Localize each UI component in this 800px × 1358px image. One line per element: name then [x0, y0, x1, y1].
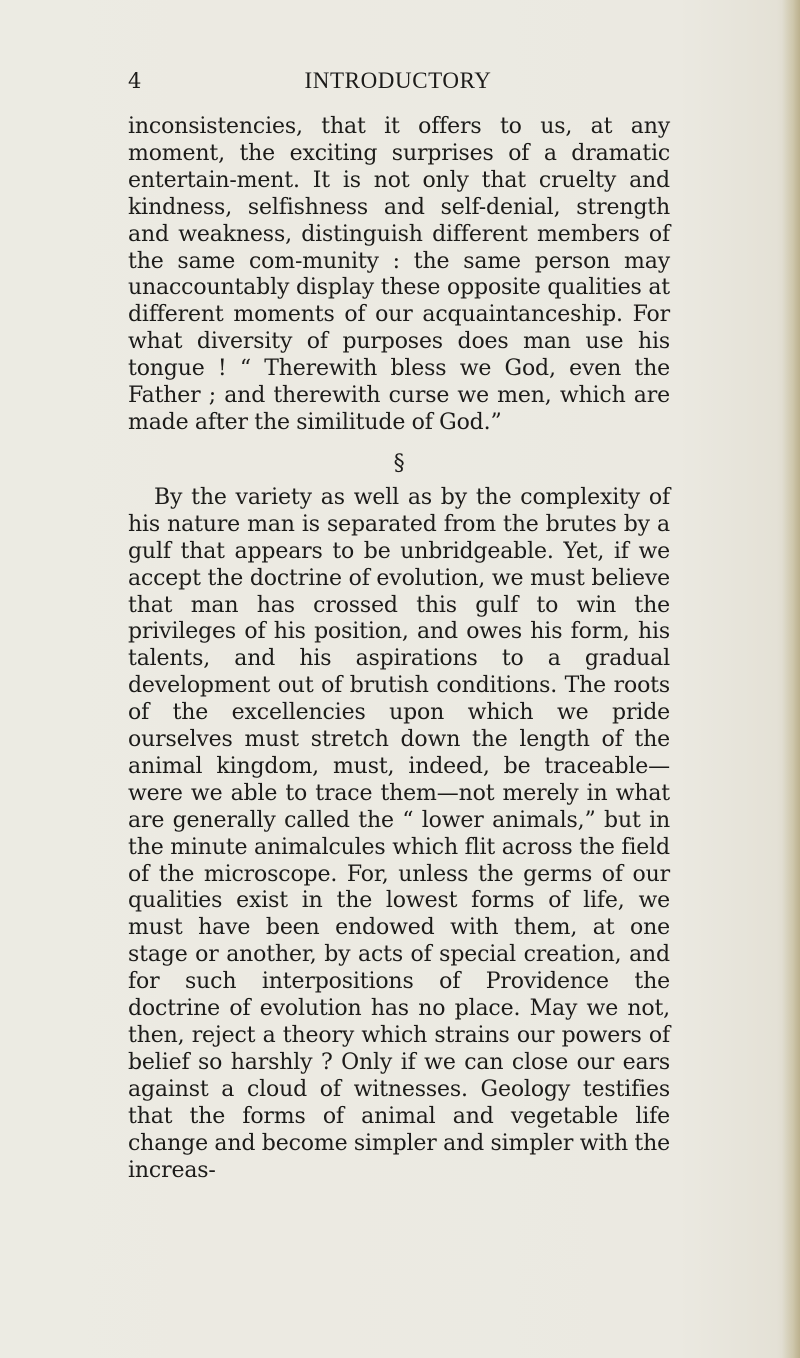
body-text — [128, 114, 670, 1184]
paragraph-1: inconsistencies, that it offers to us, at any moment, the exciting surprises of a dramatic entertain-ment. It is not only that cruelty and kindness, selfishness and self-denial, strength and weakness, distinguish different members of the same com-munity : the same person may unaccountably display these opposite qualities at different moments of our acquaintanceship. For what diversity of purposes does man use his tongue ! “ Therewith bless we God, even the Father ; and therewith curse we men, which are made after the similitude of God.” — [128, 114, 670, 435]
page-number: 4 — [128, 69, 142, 93]
page-edge-shadow — [782, 0, 800, 1358]
paragraph-2: By the variety as well as by the complexity of his nature man is separated from the brutes by a gulf that appears to be unbridgeable. Yet, if we accept the doctrine of evolution, we must believe that man has crossed this gulf to win the privileges of his position, and owes his form, his talents, and his aspirations to a gradual development out of brutish conditions. The roots of the excellencies upon which we pride ourselves must stretch down the length of the animal kingdom, must, indeed, be traceable—were we able to trace them—not merely in what are generally called the “ lower animals,” but in the minute animalcules which flit across the field of the microscope. For, unless the germs of our qualities exist in the lowest forms of life, we must have been endowed with them, at one stage or another, by acts of special creation, and for such interpositions of Providence the doctrine of evolution has no place. May we not, then, reject a theory which strains our powers of belief so harshly ? Only if we can close our ears against a cloud of witnesses. Geology testifies that the forms of animal and vegetable life change and become simpler and simpler with the increas- — [128, 484, 671, 1183]
section-mark: § — [393, 450, 405, 476]
running-head — [128, 66, 668, 98]
chapter-title: INTRODUCTORY — [304, 68, 492, 93]
